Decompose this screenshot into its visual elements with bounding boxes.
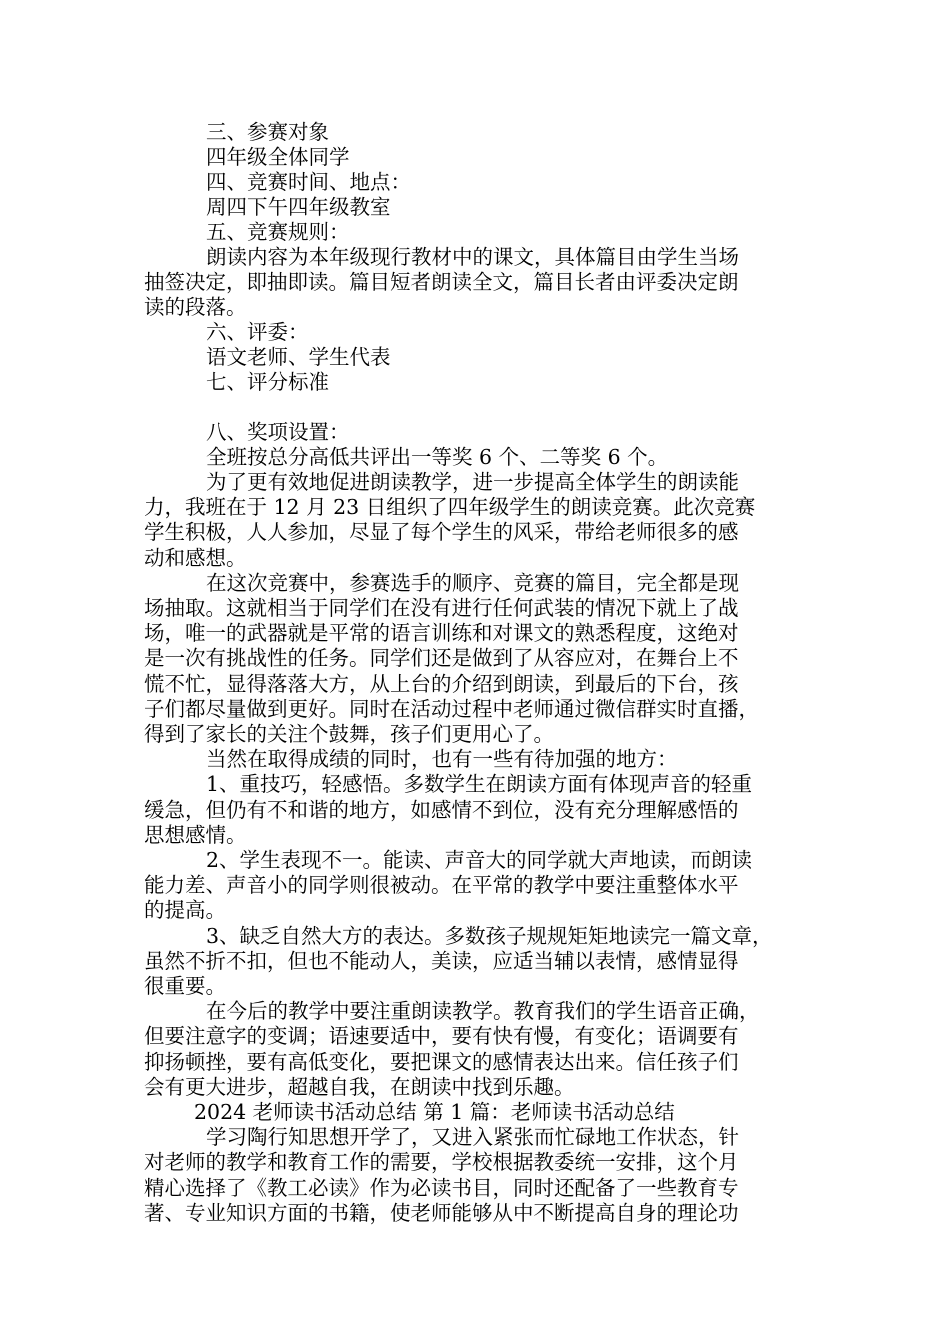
section-7-title: 七、评分标准 <box>206 370 329 394</box>
section-8-body: 全班按总分高低共评出一等奖 6 个、二等奖 6 个。 <box>206 445 669 469</box>
paragraph-line: 虽然不折不扣，但也不能动人，美读，应适当辅以表情，感情显得 <box>144 948 739 973</box>
paragraph-line: 思想感情。 <box>144 822 247 847</box>
paragraph-line: 能力差、声音小的同学则很被动。在平常的教学中要注重整体水平 <box>144 873 739 898</box>
paragraph-line: 动和感想。 <box>144 545 247 570</box>
article-heading: 2024 老师读书活动总结 第 1 篇：老师读书活动总结 <box>194 1100 675 1125</box>
paragraph-line: 学生积极，人人参加，尽显了每个学生的风采，带给老师很多的感 <box>144 520 739 545</box>
paragraph-line: 著、专业知识方面的书籍，使老师能够从中不断提高自身的理论功 <box>144 1200 739 1225</box>
paragraph-line: 是一次有挑战性的任务。同学们还是做到了从容应对，在舞台上不 <box>144 646 739 671</box>
section-3-title: 三、参赛对象 <box>206 120 329 144</box>
document-body <box>144 120 820 1226</box>
paragraph-line: 在这次竞赛中，参赛选手的顺序、竞赛的篇目，完全都是现 <box>206 570 739 595</box>
paragraph-line: 场抽取。这就相当于同学们在没有进行任何武装的情况下就上了战 <box>144 596 739 621</box>
paragraph-line: 子们都尽量做到更好。同时在活动过程中老师通过微信群实时直播， <box>144 696 759 721</box>
paragraph-line: 当然在取得成绩的同时，也有一些有待加强的地方： <box>206 747 678 772</box>
section-8-title: 八、奖项设置： <box>206 420 350 444</box>
section-6-title: 六、评委： <box>206 320 309 344</box>
paragraph-line: 抑扬顿挫，要有高低变化，要把课文的感情表达出来。信任孩子们 <box>144 1049 739 1074</box>
paragraph-line: 在今后的教学中要注重朗读教学。教育我们的学生语音正确， <box>206 999 760 1024</box>
paragraph-line: 场，唯一的武器就是平常的语言训练和对课文的熟悉程度，这绝对 <box>144 621 739 646</box>
paragraph-line: 1、重技巧，轻感悟。多数学生在朗读方面有体现声音的轻重 <box>206 772 753 797</box>
paragraph-line: 会有更大进步，超越自我，在朗读中找到乐趣。 <box>144 1074 575 1099</box>
paragraph-line: 学习陶行知思想开学了，又进入紧张而忙碌地工作状态，针 <box>206 1125 739 1150</box>
paragraph-line: 慌不忙，显得落落大方，从上台的介绍到朗读，到最后的下台，孩 <box>144 671 739 696</box>
paragraph-line: 缓急，但仍有不和谐的地方，如感情不到位，没有充分理解感悟的 <box>144 797 739 822</box>
paragraph-line: 精心选择了《教工必读》作为必读书目，同时还配备了一些教育专 <box>144 1175 739 1200</box>
section-4-title: 四、竞赛时间、地点： <box>206 170 411 194</box>
paragraph-line: 得到了家长的关注个鼓舞，孩子们更用心了。 <box>144 722 554 747</box>
section-6-body: 语文老师、学生代表 <box>206 345 391 369</box>
paragraph-line: 2、学生表现不一。能读、声音大的同学就大声地读，而朗读 <box>206 848 753 873</box>
paragraph-line: 为了更有效地促进朗读教学，进一步提高全体学生的朗读能 <box>206 470 739 494</box>
section-3-body: 四年级全体同学 <box>206 145 350 169</box>
section-5-line: 读的段落。 <box>144 295 247 319</box>
section-5-line: 抽签决定，即抽即读。篇目短者朗读全文，篇目长者由评委决定朗 <box>144 270 739 294</box>
paragraph-line: 很重要。 <box>144 974 226 999</box>
paragraph-line: 但要注意字的变调；语速要适中，要有快有慢，有变化；语调要有 <box>144 1024 739 1049</box>
paragraph-line: 的提高。 <box>144 898 226 923</box>
paragraph-line: 力，我班在于 12 月 23 日组织了四年级学生的朗读竞赛。此次竞赛 <box>144 495 756 520</box>
section-5-line: 朗读内容为本年级现行教材中的课文，具体篇目由学生当场 <box>206 245 739 269</box>
blank-line <box>144 395 820 420</box>
section-4-body: 周四下午四年级教室 <box>206 195 391 219</box>
section-5-title: 五、竞赛规则： <box>206 220 350 244</box>
paragraph-line: 对老师的教学和教育工作的需要，学校根据教委统一安排，这个月 <box>144 1150 739 1175</box>
paragraph-line: 3、缺乏自然大方的表达。多数孩子规规矩矩地读完一篇文章， <box>206 923 773 948</box>
